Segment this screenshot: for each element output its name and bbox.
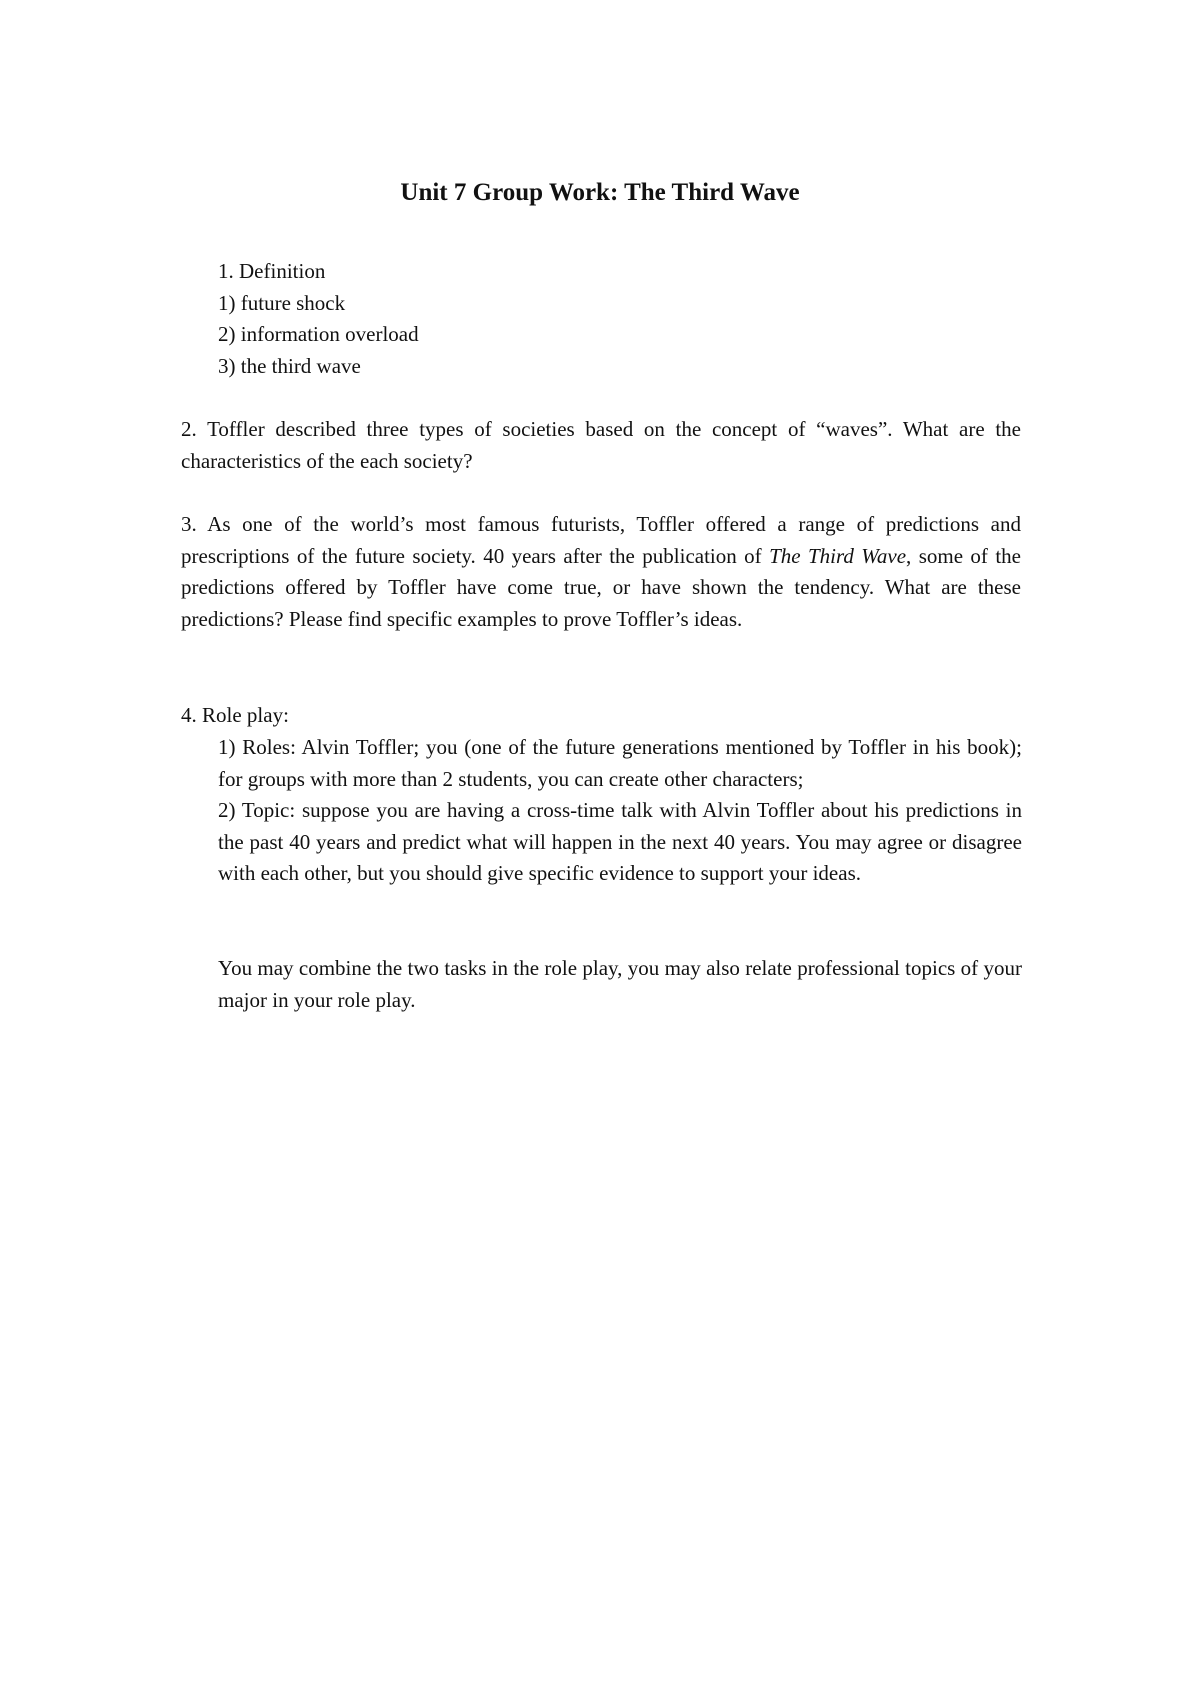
document-title: Unit 7 Group Work: The Third Wave <box>400 179 800 206</box>
question-3-text-after: , some of the predictions offered by Toffler have come true, or have shown the tendency. What are these predictions? Please find specific examples to prove Toffler’s ideas. <box>181 543 1021 631</box>
definition-item: 3) the third wave <box>218 353 361 378</box>
question-3-text-before: 3. As one of the world’s most famous futurists, Toffler offered a range of predictions and prescriptions of the future society. 40 years after the publication of <box>181 512 1021 568</box>
role-play-roles: 1) Roles: Alvin Toffler; you (one of the future generations mentioned by Toffler in his book); for groups with more than 2 students, you can create other characters; <box>218 735 1022 791</box>
role-play-note: You may combine the two tasks in the role play, you may also relate professional topics of your major in your role play. <box>218 956 1022 1012</box>
definition-heading: 1. Definition <box>218 259 326 283</box>
book-title: The Third Wave <box>769 543 907 568</box>
question-3 <box>181 509 1021 635</box>
question-4-heading: 4. Role play: <box>181 703 289 727</box>
definition-item: 1) future shock <box>218 290 346 315</box>
role-play-topic: 2) Topic: suppose you are having a cross-time talk with Alvin Toffler about his predictions in the past 40 years and predict what will happen in the next 40 years. You may agree or disagree with each other, but you should give specific evidence to support your ideas. <box>218 798 1022 885</box>
definition-section <box>218 256 419 382</box>
question-2: 2. Toffler described three types of societies based on the concept of “waves”. What are the characteristics of the each society? <box>181 417 1021 473</box>
definition-item: 2) information overload <box>218 322 419 346</box>
